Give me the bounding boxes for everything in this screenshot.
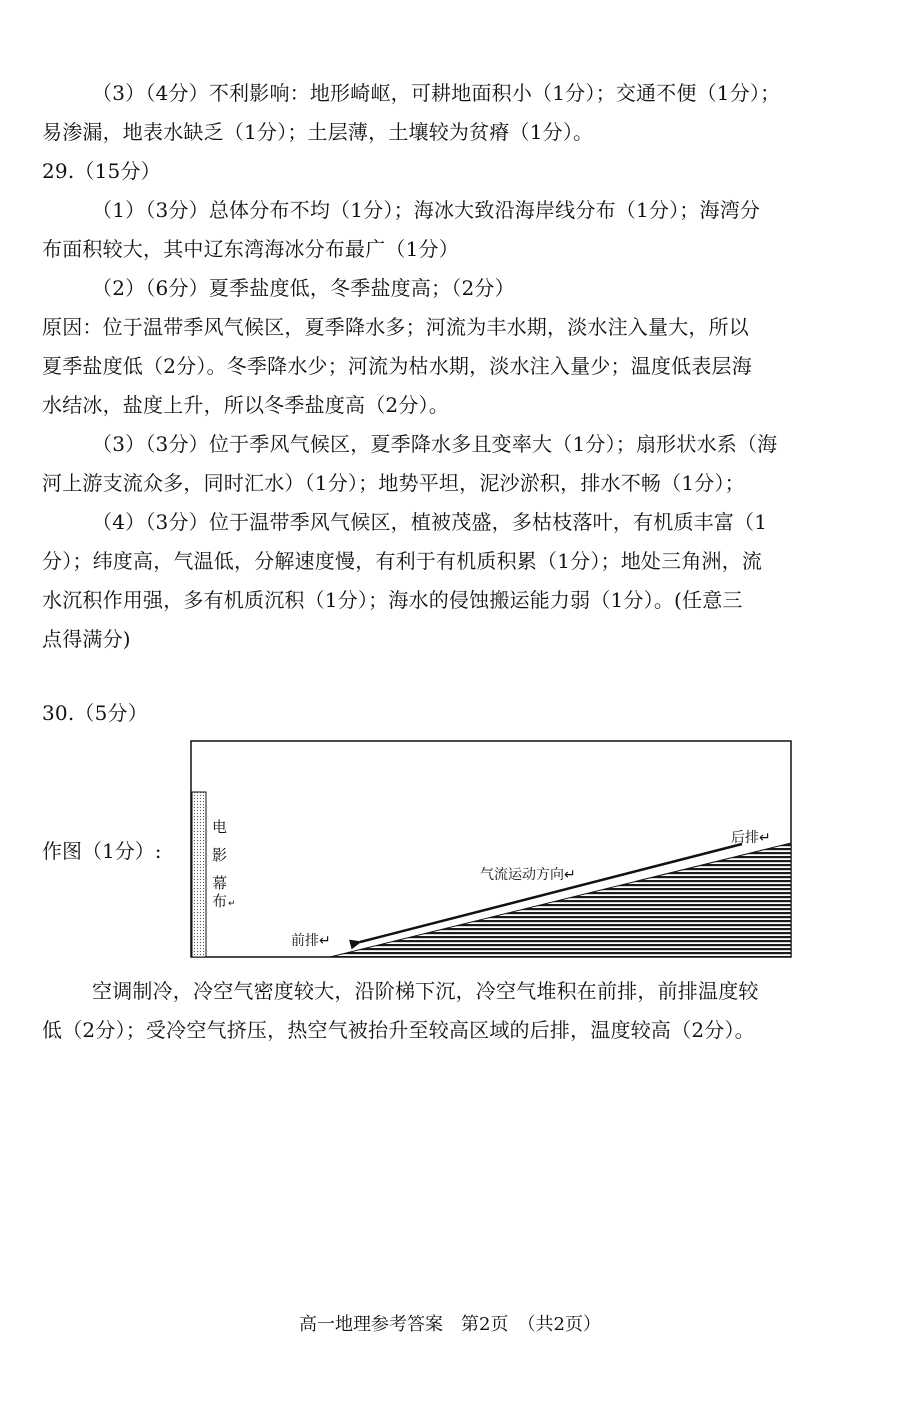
screen-mark: ↵ (228, 899, 236, 909)
seating-slope (330, 843, 791, 957)
q30-header: 30.（5分） (42, 701, 148, 725)
q29-p4-line3: 水沉积作用强，多有机质沉积（1分）；海水的侵蚀搬运能力弱（1分）。(任意三 (42, 588, 743, 612)
q29-p4-line1: （4）（3分）位于温带季风气候区，植被茂盛，多枯枝落叶，有机质丰富（1 (92, 510, 768, 534)
diagram-svg (190, 740, 794, 960)
q29-p2-line2: 原因：位于温带季风气候区，夏季降水多；河流为丰水期，淡水注入量大，所以 (42, 315, 749, 339)
cinema-airflow-diagram (190, 740, 794, 960)
figure-label: 作图（1分）: (42, 839, 162, 863)
screen-char-4: 布 (212, 892, 228, 910)
screen-char-1: 电 (212, 818, 228, 836)
q29-p3-line2: 河上游支流众多，同时汇水）（1分）；地势平坦，泥沙淤积，排水不畅（1分）； (42, 471, 745, 495)
q29-p4-line4: 点得满分) (42, 627, 131, 651)
screen-char-2: 影 (212, 846, 228, 864)
q29-p4-line2: 分）；纬度高，气温低，分解速度慢，有利于有机质积累（1分）；地处三角洲，流 (42, 549, 763, 573)
q30-answer-line2: 低（2分）；受冷空气挤压，热空气被抬升至较高区域的后排，温度较高（2分）。 (42, 1018, 755, 1042)
q29-header: 29.（15分） (42, 159, 161, 183)
q30-answer-line1: 空调制冷，冷空气密度较大，沿阶梯下沉，冷空气堆积在前排，前排温度较 (92, 979, 759, 1003)
page-footer: 高一地理参考答案 第2页 （共2页） (299, 1314, 601, 1335)
q28-3-line2: 易渗漏，地表水缺乏（1分）；土层薄，土壤较为贫瘠（1分）。 (42, 120, 594, 144)
screen-char-3: 幕 (212, 874, 228, 892)
screen-strip (192, 792, 206, 957)
q29-p2-line4: 水结冰，盐度上升，所以冬季盐度高（2分）。 (42, 393, 449, 417)
back-row-label: 后排↵ (731, 830, 771, 846)
q28-3-line1: （3）（4分）不利影响：地形崎岖，可耕地面积小（1分）；交通不便（1分）； (92, 81, 781, 105)
front-row-label: 前排↵ (291, 933, 331, 949)
q29-p2-line1: （2）（6分）夏季盐度低，冬季盐度高；（2分） (92, 276, 515, 300)
q29-p2-line3: 夏季盐度低（2分）。冬季降水少；河流为枯水期，淡水注入量少；温度低表层海 (42, 354, 752, 378)
airflow-label: 气流运动方向↵ (480, 867, 576, 883)
q29-p1-line1: （1）（3分）总体分布不均（1分）；海冰大致沿海岸线分布（1分）；海湾分 (92, 198, 761, 222)
q29-p3-line1: （3）（3分）位于季风气候区，夏季降水多且变率大（1分）；扇形状水系（海 (92, 432, 778, 456)
q29-p1-line2: 布面积较大，其中辽东湾海冰分布最广（1分） (42, 237, 459, 261)
